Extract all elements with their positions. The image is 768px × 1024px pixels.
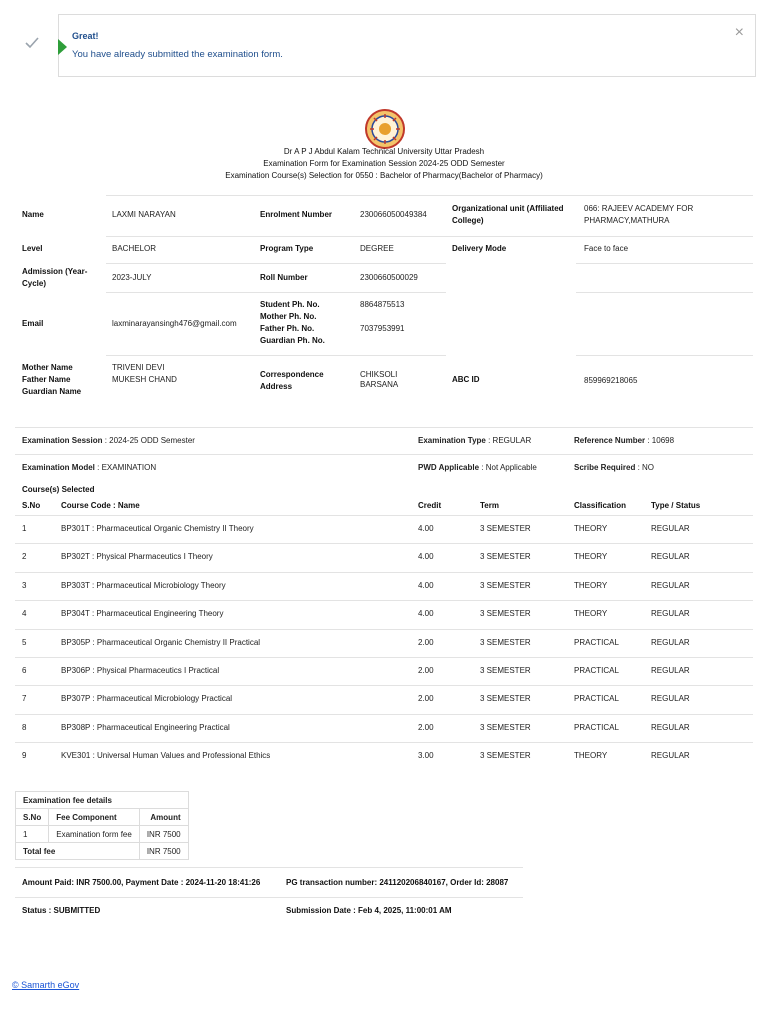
reference-number: Reference Number : 10698 [574, 436, 675, 445]
course-cell: BP302T : Physical Pharmaceutics I Theory [61, 552, 213, 562]
course-cell: REGULAR [651, 637, 690, 647]
guardian-name-label: Guardian Name [22, 387, 82, 396]
delivery-mode-label: Delivery Mode [452, 244, 507, 253]
course-cell: 8 [22, 722, 27, 732]
father-phone-label: Father Ph. No. [260, 324, 315, 333]
pwd-applicable: PWD Applicable : Not Applicable [418, 463, 537, 472]
course-cell: 2.00 [418, 722, 434, 732]
course-col-header: Term [480, 501, 499, 510]
roll-label: Roll Number [260, 273, 308, 282]
course-cell: 6 [22, 666, 27, 675]
close-icon[interactable]: × [734, 24, 744, 41]
admission-label: Admission (Year-Cycle) [22, 267, 88, 288]
mother-phone-label: Mother Ph. No. [260, 312, 317, 321]
row-divider [15, 657, 753, 658]
abc-id: 859969218065 [584, 376, 638, 385]
course-cell: BP305P : Pharmaceutical Organic Chemistry II Practical [61, 637, 261, 647]
alert-accent-arrow [58, 39, 67, 55]
row-divider [15, 685, 753, 686]
fee-sno: 1 [16, 826, 49, 843]
org-unit: 066: RAJEEV ACADEMY FOR PHARMACY,MATHURA [584, 204, 694, 225]
course-cell: PRACTICAL [574, 694, 619, 704]
course-cell: 4.00 [418, 609, 434, 619]
course-cell: 3 SEMESTER [480, 722, 531, 732]
course-col-header: Classification [574, 501, 627, 510]
course-cell: REGULAR [651, 524, 690, 533]
course-cell: 2.00 [418, 694, 434, 704]
fee-title: Examination fee details [16, 792, 189, 809]
course-cell: PRACTICAL [574, 637, 619, 647]
fee-amount: INR 7500 [139, 826, 188, 843]
course-cell: BP303T : Pharmaceutical Microbiology Theory [61, 580, 226, 590]
course-col-header: Course Code : Name [61, 501, 140, 510]
success-alert [58, 14, 756, 77]
course-cell: PRACTICAL [574, 722, 619, 732]
amount-paid: Amount Paid: INR 7500.00, Payment Date : 2024-11-20 18:41:26 [22, 878, 261, 887]
course-cell: REGULAR [651, 722, 690, 732]
course-cell: 3 SEMESTER [480, 580, 531, 590]
course-cell: 9 [22, 751, 27, 761]
enrolment-number: 230066050049384 [360, 210, 427, 219]
exam-model: Examination Model : EXAMINATION [22, 463, 157, 472]
course-cell: 3 SEMESTER [480, 552, 531, 562]
row-divider [15, 543, 753, 544]
course-cell: 3 SEMESTER [480, 637, 531, 647]
father-name: MUKESH CHAND [112, 375, 177, 384]
university-logo [364, 108, 406, 150]
email-label: Email [22, 319, 44, 328]
guardian-phone-label: Guardian Ph. No. [260, 336, 325, 345]
course-cell: 3 SEMESTER [480, 751, 531, 761]
level-value: BACHELOR [112, 244, 157, 253]
mother-name: TRIVENI DEVI [112, 363, 165, 372]
course-cell: REGULAR [651, 666, 690, 675]
scribe-required: Scribe Required : NO [574, 463, 655, 472]
abc-id-label: ABC ID [452, 375, 480, 384]
course-cell: BP308P : Pharmaceutical Engineering Practical [61, 722, 230, 732]
course-cell: 3 SEMESTER [480, 666, 531, 675]
row-divider [15, 515, 753, 516]
course-cell: 7 [22, 694, 27, 704]
student-name: LAXMI NARAYAN [112, 210, 176, 219]
course-cell: 3.00 [418, 751, 434, 761]
row-divider [15, 714, 753, 715]
course-cell: 4.00 [418, 552, 434, 562]
course-cell: KVE301 : Universal Human Values and Professional Ethics [61, 751, 271, 761]
course-cell: 4.00 [418, 580, 434, 590]
course-cell: PRACTICAL [574, 666, 619, 675]
course-cell: THEORY [574, 609, 608, 619]
course-col-header: Type / Status [651, 501, 701, 510]
course-cell: THEORY [574, 751, 608, 761]
admission-value: 2023-JULY [112, 273, 152, 282]
course-cell: 2.00 [418, 666, 434, 675]
samarth-egov-link[interactable]: © Samarth eGov [12, 980, 80, 990]
total-fee-label: Total fee [16, 843, 140, 860]
course-col-header: S.No [22, 501, 41, 510]
fee-component: Examination form fee [49, 826, 140, 843]
course-cell: BP304T : Pharmaceutical Engineering Theory [61, 609, 224, 619]
form-title: Examination Form for Examination Session 2024-25 ODD Semester [263, 159, 505, 168]
course-cell: 3 SEMESTER [480, 694, 531, 704]
course-cell: THEORY [574, 524, 608, 533]
correspondence-label: Correspondence Address [260, 370, 324, 391]
course-cell: REGULAR [651, 580, 690, 590]
course-cell: 3 SEMESTER [480, 524, 531, 533]
address-line-2: BARSANA [360, 380, 399, 389]
exam-type: Examination Type : REGULAR [418, 436, 532, 445]
row-divider [15, 742, 753, 743]
row-divider [15, 572, 753, 573]
program-type-label: Program Type [260, 244, 314, 253]
exam-session: Examination Session : 2024-25 ODD Semester [22, 436, 195, 445]
fee-col-amount: Amount [139, 809, 188, 826]
row-divider [15, 600, 753, 601]
course-cell: 4 [22, 609, 27, 619]
course-cell: REGULAR [651, 694, 690, 704]
roll-number: 2300660500029 [360, 273, 418, 282]
transaction-info: PG transaction number: 241120206840167, Order Id: 28087 [286, 878, 509, 887]
course-cell: THEORY [574, 580, 608, 590]
student-phone: 8864875513 [360, 300, 405, 309]
enrolment-label: Enrolment Number [260, 210, 333, 219]
row-divider [15, 629, 753, 630]
course-cell: REGULAR [651, 751, 690, 761]
org-unit-label: Organizational unit (Affiliated College) [452, 204, 564, 225]
course-cell: BP301T : Pharmaceutical Organic Chemistry II Theory [61, 524, 254, 533]
course-selection-title: Examination Course(s) Selection for 0550 : Bachelor of Pharmacy(Bachelor of Pharmacy) [225, 171, 543, 180]
university-name: Dr A P J Abdul Kalam Technical University Uttar Pradesh [283, 147, 485, 156]
course-cell: 2 [22, 552, 27, 562]
submission-date: Submission Date : Feb 4, 2025, 11:00:01 AM [286, 906, 452, 915]
alert-message: You have already submitted the examination form. [72, 49, 283, 60]
level-label: Level [22, 244, 43, 253]
name-label: Name [22, 210, 44, 219]
total-fee: INR 7500 [139, 843, 188, 860]
status: Status : SUBMITTED [22, 906, 101, 915]
courses-title: Course(s) Selected [22, 485, 95, 494]
mother-name-label: Mother Name [22, 363, 73, 372]
course-col-header: Credit [418, 501, 442, 510]
fee-col-component: Fee Component [49, 809, 140, 826]
course-cell: BP307P : Pharmaceutical Microbiology Practical [61, 694, 233, 704]
email-value: laxminarayansingh476@gmail.com [112, 319, 237, 328]
course-cell: 5 [22, 637, 27, 647]
course-cell: THEORY [574, 552, 608, 562]
fee-col-sno: S.No [16, 809, 49, 826]
student-phone-label: Student Ph. No. [260, 300, 320, 309]
course-cell: 1 [22, 524, 27, 533]
program-type-value: DEGREE [360, 244, 394, 253]
course-cell: 2.00 [418, 637, 434, 647]
course-cell: 4.00 [418, 524, 434, 533]
course-cell: BP306P : Physical Pharmaceutics I Practical [61, 666, 220, 675]
course-cell: 3 [22, 580, 27, 590]
father-name-label: Father Name [22, 375, 71, 384]
fee-table [15, 791, 189, 860]
course-cell: REGULAR [651, 552, 690, 562]
fee-row [16, 826, 189, 843]
check-icon [25, 37, 39, 51]
course-cell: REGULAR [651, 609, 690, 619]
address-line-1: CHIKSOLI [360, 370, 398, 379]
course-cell: 3 SEMESTER [480, 609, 531, 619]
alert-title: Great! [72, 31, 99, 41]
father-phone: 7037953991 [360, 324, 405, 333]
delivery-mode-value: Face to face [584, 244, 629, 253]
